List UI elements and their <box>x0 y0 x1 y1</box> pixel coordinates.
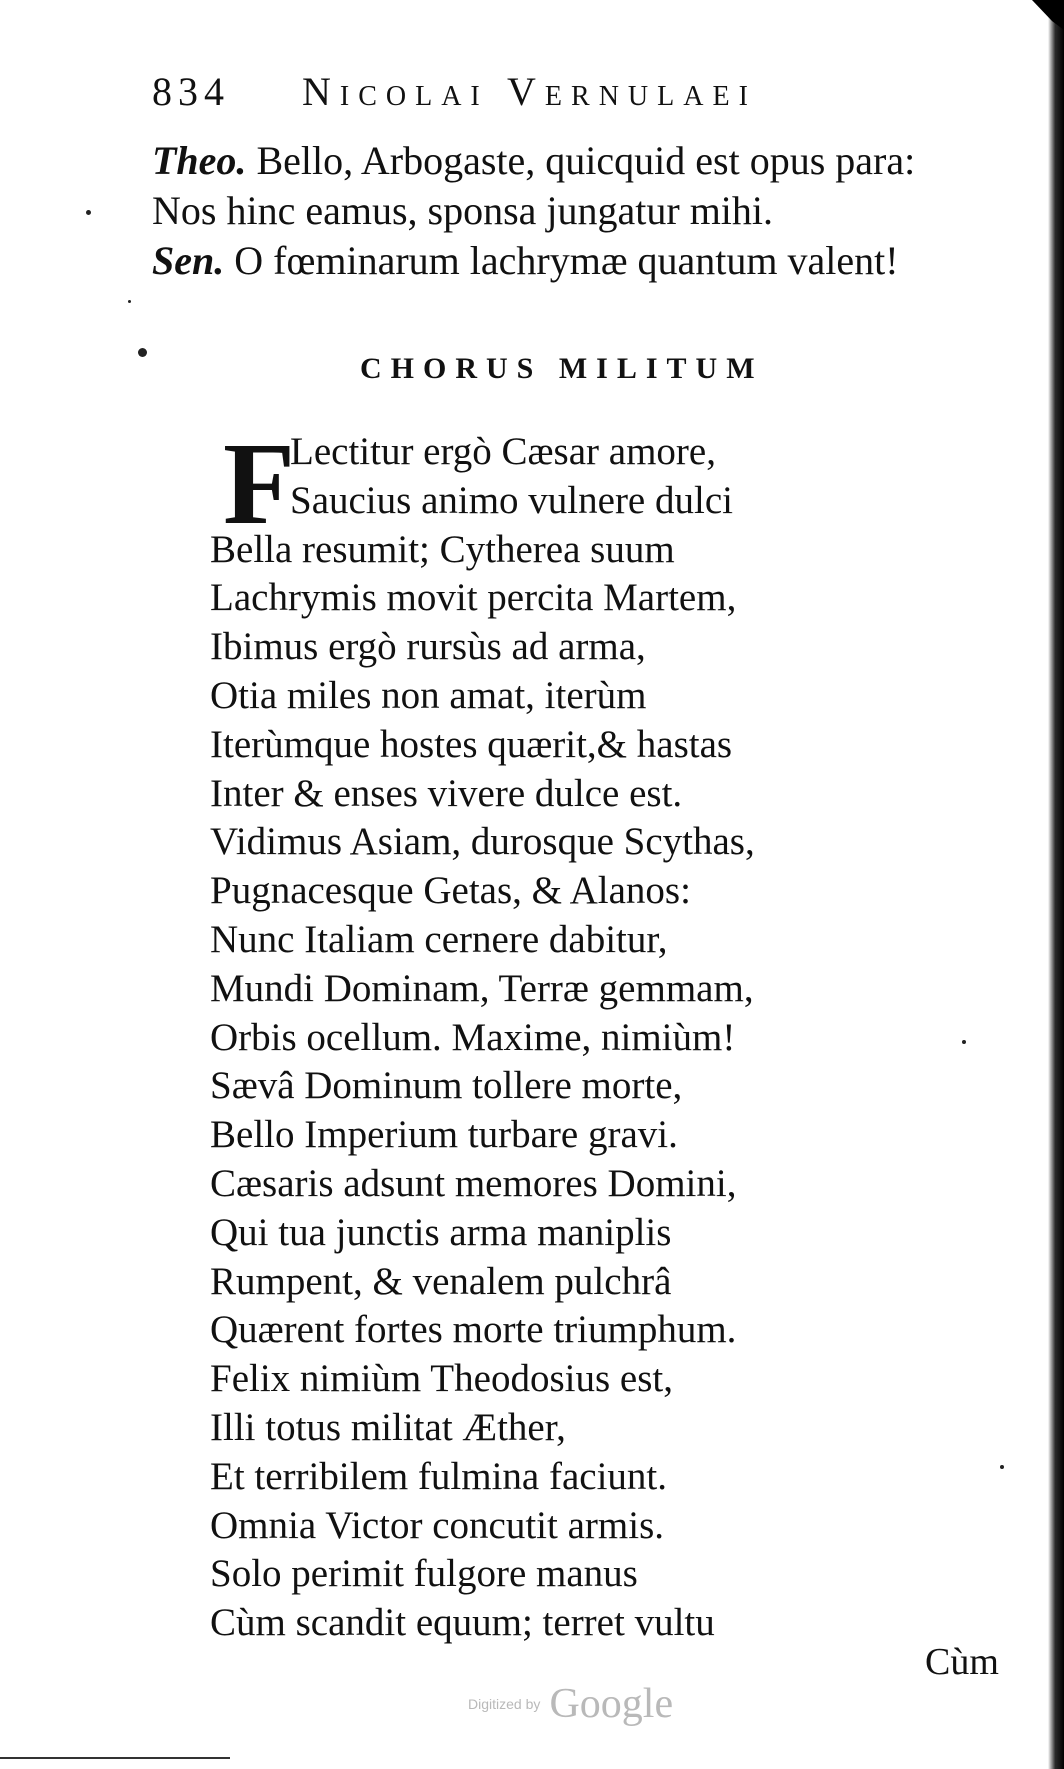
verse-line: Omnia Victor concutit armis. <box>210 1503 665 1547</box>
verse-line: Illi totus militat Æther, <box>210 1405 566 1449</box>
catchword: Cùm <box>925 1641 999 1683</box>
dialogue-line <box>152 136 1012 186</box>
verse-line: Cæsaris adsunt memores Domini, <box>210 1161 737 1205</box>
verse-line: Sævâ Dominum tollere morte, <box>210 1064 683 1108</box>
verse-line: Qui tua junctis arma maniplis <box>210 1210 672 1254</box>
verse-line: Saucius animo vulnere dulci <box>290 478 733 522</box>
verse-line: Nunc Italiam cernere dabitur, <box>210 917 668 961</box>
chorus-heading: CHORUS MILITUM <box>360 352 764 385</box>
binding-corner-shadow <box>1024 0 1064 30</box>
running-title: Nicolai Vernulaei <box>302 69 757 114</box>
verse-line: Rumpent, & venalem pulchrâ <box>210 1259 672 1303</box>
verse-line: Ibimus ergò rursùs ad arma, <box>210 625 646 669</box>
verse-line: Quærent fortes morte triumphum. <box>210 1308 737 1352</box>
ink-speck <box>1000 1465 1004 1469</box>
verse-line: Inter & enses vivere dulce est. <box>210 771 683 815</box>
digitized-watermark <box>468 1680 673 1728</box>
dialogue-block <box>152 136 1012 286</box>
verse-line: Orbis ocellum. Maxime, nimiùm! <box>210 1015 736 1059</box>
verse-line: Lectitur ergò Cæsar amore, <box>290 430 716 473</box>
verse-line: Pugnacesque Getas, & Alanos: <box>210 869 691 913</box>
dialogue-line <box>152 186 1012 236</box>
verse-line: Et terribilem fulmina faciunt. <box>210 1454 668 1498</box>
verse-line: Otia miles non amat, iterùm <box>210 673 647 717</box>
verse-line: Felix nimiùm Theodosius est, <box>210 1357 673 1401</box>
google-logo: Google <box>549 1681 674 1727</box>
verse-line: Solo perimit fulgore manus <box>210 1552 638 1596</box>
verse-line: Lachrymis movit percita Martem, <box>210 576 737 620</box>
ink-speck <box>138 348 147 357</box>
ink-speck <box>128 300 131 303</box>
binding-edge <box>1048 0 1064 1769</box>
ink-speck <box>86 210 91 215</box>
page-header <box>152 68 912 118</box>
dropcap-initial: F <box>223 418 296 549</box>
bottom-edge-rule <box>0 1757 230 1759</box>
dialogue-line <box>152 236 1012 286</box>
dialogue-text: O fœminarum lachrymæ quantum valent! <box>234 238 899 283</box>
dialogue-text: Nos hinc eamus, sponsa jungatur mihi. <box>152 188 774 233</box>
verse-line: Iterùmque hostes quærit,& hastas <box>210 722 733 766</box>
ink-speck <box>962 1040 966 1044</box>
chorus-verse <box>210 428 930 1648</box>
page-number: 834 <box>152 69 230 114</box>
verse-line: Bello Imperium turbare gravi. <box>210 1113 678 1157</box>
watermark-prefix: Digitized by <box>468 1696 541 1712</box>
dialogue-text: Bello, Arbogaste, quicquid est opus para: <box>256 138 916 183</box>
verse-line: Bella resumit; Cytherea suum <box>210 527 675 571</box>
verse-line: Mundi Dominam, Terræ gemmam, <box>210 966 754 1010</box>
verse-line: Vidimus Asiam, durosque Scythas, <box>210 820 755 864</box>
speaker-name: Theo. <box>152 138 247 183</box>
verse-line: Cùm scandit equum; terret vultu <box>210 1601 715 1645</box>
speaker-name: Sen. <box>152 238 225 283</box>
